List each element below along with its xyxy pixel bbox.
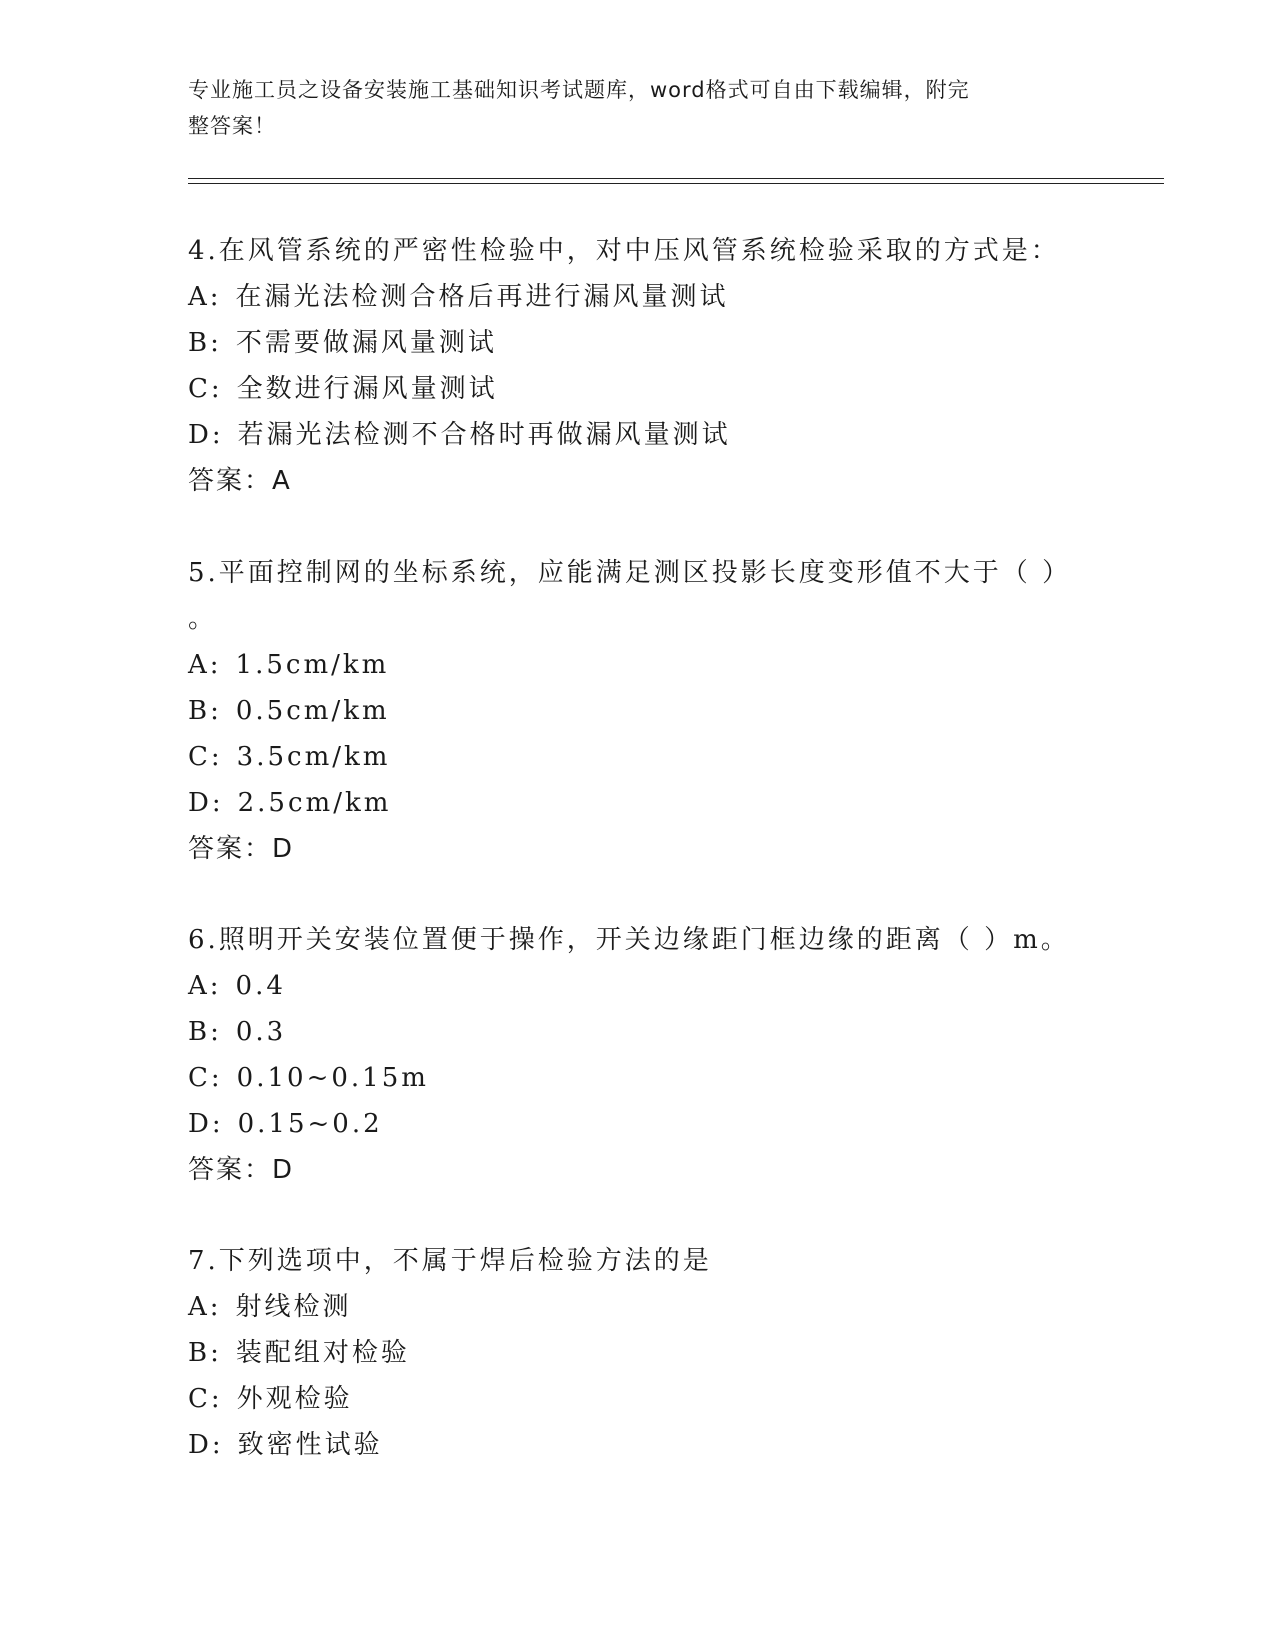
- option-b: B: 0.5cm/km: [188, 696, 390, 726]
- option-c: C: 全数进行漏风量测试: [188, 374, 498, 404]
- option-d: D: 若漏光法检测不合格时再做漏风量测试: [188, 420, 731, 450]
- answer: 答案：A: [188, 466, 292, 496]
- option-c: C: 3.5cm/km: [188, 742, 391, 772]
- question-stem: 5.平面控制网的坐标系统，应能满足测区投影长度变形值不大于（ ）: [188, 558, 1072, 588]
- question-5: [188, 550, 1088, 872]
- option-a: A: 1.5cm/km: [188, 650, 390, 680]
- document-header: [188, 72, 1088, 144]
- answer: 答案：D: [188, 834, 295, 864]
- question-6: [188, 917, 1088, 1193]
- option-d: D: 2.5cm/km: [188, 788, 392, 818]
- option-b: B: 不需要做漏风量测试: [188, 328, 497, 358]
- option-a: A: 射线检测: [188, 1292, 352, 1322]
- option-a: A: 0.4: [188, 971, 286, 1001]
- header-divider-top: [188, 178, 1164, 179]
- question-stem-continued: 。: [188, 604, 218, 634]
- answer: 答案：D: [188, 1155, 295, 1185]
- option-b: B: 装配组对检验: [188, 1338, 410, 1368]
- question-stem: 7.下列选项中，不属于焊后检验方法的是: [188, 1246, 712, 1276]
- question-7: [188, 1238, 1088, 1468]
- header-line-2: 整答案！: [188, 114, 276, 138]
- question-4: [188, 228, 1088, 504]
- option-d: D: 0.15~0.2: [188, 1109, 383, 1139]
- option-b: B: 0.3: [188, 1017, 287, 1047]
- option-c: C: 0.10~0.15m: [188, 1063, 429, 1093]
- option-c: C: 外观检验: [188, 1384, 353, 1414]
- option-a: A: 在漏光法检测合格后再进行漏风量测试: [188, 282, 729, 312]
- header-line-1: 专业施工员之设备安装施工基础知识考试题库，word格式可自由下载编辑，附完: [188, 78, 970, 102]
- question-stem: 6.照明开关安装位置便于操作，开关边缘距门框边缘的距离（ ）m。: [188, 925, 1070, 955]
- question-stem: 4.在风管系统的严密性检验中，对中压风管系统检验采取的方式是：: [188, 236, 1060, 266]
- option-d: D: 致密性试验: [188, 1430, 383, 1460]
- header-divider-bottom: [188, 183, 1164, 184]
